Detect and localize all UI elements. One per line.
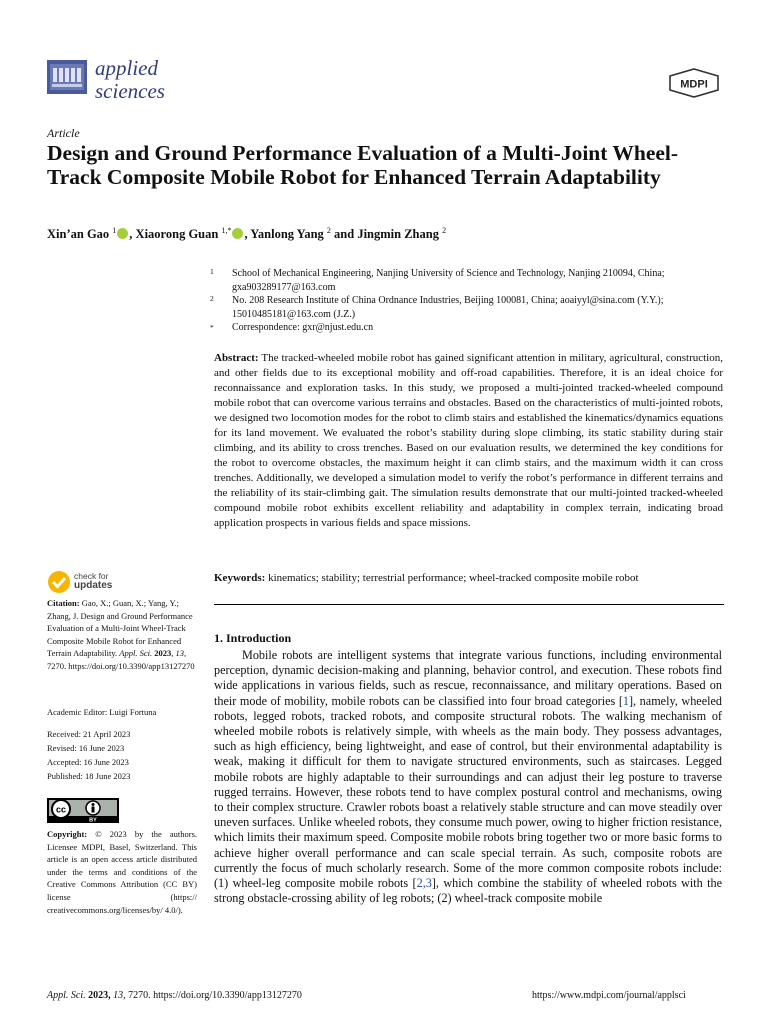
- date-accepted: Accepted: 16 June 2023: [47, 757, 129, 767]
- affiliation-text: No. 208 Research Institute of China Ordnance Industries, Beijing 100081, China; aoaiyyl@sina.com (Y.Y.); 15010485181@163.com (J.Z.): [232, 295, 664, 320]
- footer-citation: [47, 990, 302, 1001]
- section-heading: 1. Introduction: [214, 631, 292, 645]
- footer-doi[interactable]: 7270. https://doi.org/10.3390/app13127270: [128, 990, 302, 1001]
- mdpi-logo-text: MDPI: [680, 78, 708, 91]
- affiliation: [210, 294, 734, 321]
- body-text-part3: ], which combine the stability of wheeled robots with the strong obstacle-crossing ability of leg robots; (2) wheel-track composite mobile: [214, 876, 723, 906]
- keywords: [214, 571, 729, 586]
- author-affil: 1,*: [221, 226, 232, 235]
- copyright-label: Copyright:: [47, 829, 88, 839]
- author-name: Jingmin Zhang: [357, 227, 439, 242]
- citation-volume: 13,: [175, 648, 187, 659]
- check-updates-line1: check for: [74, 571, 109, 581]
- paper-title: Design and Ground Performance Evaluation of a Multi-Joint Wheel-Track Composite Mobile Robot for Enhanced Terrain Adaptability: [47, 141, 679, 189]
- check-for-updates-button[interactable]: [47, 570, 127, 594]
- body-paragraph: [214, 648, 722, 906]
- orcid-icon[interactable]: [117, 228, 128, 239]
- date-received: Received: 21 April 2023: [47, 729, 131, 739]
- affiliation: [210, 267, 734, 294]
- affiliation-number: 2: [210, 294, 214, 303]
- abstract-text: The tracked-wheeled mobile robot has gained significant attention in military, agricultural, construction, and other fields due to its exceptional mobility and off-road capabilities. Therefore, it is an ideal choice for reconnaissance and exploration tasks. In this study, we proposed a multi-jointed tracked-wheeled compound mobile robot that can overcome various terrains and obstacles. Based on the characteristics of multi-jointed robots, we designed two locomotion modes for the robot to climb stairs and established the kinematics/dynamics equations for its land movement. We evaluated the robot’s stability during slope climbing, its static stability during stair climbing, and its ability to cross trenches. Based on our evaluation results, we determined the key conditions for the robot to overcome obstacles, the maximum height it can climb stairs, and the maximum width it can cross trenches. Additionally, we developed a simulation model to verify the robot’s performance in different terrains and the reliability of its stair-climbing gait. The simulation results demonstrate that our multi-jointed tracked-wheeled compound mobile robot exhibits excellent reliability and adaptability in complex terrain, indicating broad application prospects in various fields and space missions.: [214, 352, 723, 529]
- citation-page: 7270.: [47, 660, 67, 671]
- check-updates-line2: updates: [74, 580, 113, 591]
- citation-link[interactable]: 1: [622, 693, 629, 708]
- copyright-block: [47, 828, 197, 916]
- footer-year: 2023,: [88, 990, 111, 1001]
- body-text-part2: ], namely, wheeled robots, legged robots, tracked robots, and composite structural robots. The walking mechanism of wheeled mobile robots is relatively simple, with wheels as the main body. They possess advantages, such as high efficiency, being lightweight, and ease of control, but their environmental adaptability is weak, making it difficult for them to navigate structured environments, such as staircases. Legged mobile robots are highly adaptable to their surroundings and can adjust their leg posture to traverse rugged terrains. However, these robots tend to have complex postural control and mechanisms, owing to their complex structure. Crawler robots boast a relatively stable structure and can move steadily over uneven surfaces. Unlike wheeled robots, they consume much power, owing to higher friction resistance, which limits their maximum speed. Composite mobile robots bring together two or more basic forms to achieve higher overall performance and can scale special terrain. As such, composite robots are currently the focus of much scholarly research. Some of the more common composite robots include: (1) wheel-leg composite mobile robots [: [214, 693, 722, 891]
- cc-by-icon: [47, 798, 119, 823]
- author-affil: 2: [442, 226, 447, 235]
- academic-editor: Academic Editor: Luigi Fortuna: [47, 707, 157, 717]
- body-text-part1: Mobile robots are intelligent systems that integrate various functions, including environmental perception, dynamic decision-making and planning, behavior control, and execution. These robots find wide applications in various fields, such as rescue, reconnaissance, and military operations. Based on their mode of mobility, mobile robots can be classified into four broad categories [: [214, 648, 722, 708]
- correspondence: [210, 321, 734, 335]
- citation-text: Gao, X.; Guan, X.; Yang, Y.; Zhang, J. Design and Ground Performance Evaluation of a Multi-Joint Wheel-Track Composite Mobile Robot for Enhanced Terrain Adaptability.: [47, 598, 193, 659]
- affiliation-number: 1: [210, 267, 214, 276]
- orcid-icon[interactable]: [232, 228, 243, 239]
- author-name: Xiaorong Guan: [135, 227, 219, 242]
- correspondence-mark: *: [210, 323, 214, 332]
- svg-text:cc: cc: [55, 804, 67, 815]
- date-published: Published: 18 June 2023: [47, 771, 131, 781]
- citation-year: 2023: [154, 648, 172, 659]
- abstract: [214, 351, 723, 531]
- citation-journal: Appl. Sci.: [119, 648, 153, 659]
- journal-name-line1: applied: [95, 56, 158, 80]
- date-revised: Revised: 16 June 2023: [47, 743, 125, 753]
- citation-label: Citation:: [47, 598, 80, 608]
- mdpi-logo-icon: [668, 68, 720, 98]
- journal-name: [95, 57, 165, 103]
- correspondence-text: Correspondence: gxr@njust.edu.cn: [232, 322, 374, 333]
- abstract-label: Abstract:: [214, 352, 259, 364]
- affiliation-text: School of Mechanical Engineering, Nanjing University of Science and Technology, Nanjing 210094, China; gxa903289177@163.com: [232, 268, 665, 293]
- keywords-text: kinematics; stability; terrestrial performance; wheel-tracked composite mobile robot: [268, 572, 639, 584]
- author-name: Xin’an Gao: [47, 227, 110, 242]
- author-name: Yanlong Yang: [250, 227, 324, 242]
- footer-journal: Appl. Sci.: [47, 990, 86, 1001]
- article-type: Article: [47, 126, 80, 140]
- author-affil: 2: [326, 226, 331, 235]
- journal-logo-icon: [47, 60, 87, 94]
- footer-volume: 13,: [113, 990, 126, 1001]
- divider: [214, 604, 724, 605]
- check-updates-icon: [47, 570, 71, 594]
- journal-name-line2: sciences: [95, 79, 165, 103]
- citation-block: Citation: Gao, X.; Guan, X.; Yang, Y.; Zhang, J. Design and Ground Performance Evaluation of a Multi-Joint Wheel-Track Composite Mobile Robot for Enhanced Terrain Adaptability. Appl. Sci. 2023, 13, 7270. https://doi.org/10.3390/app13127270: [47, 598, 195, 671]
- keywords-label: Keywords:: [214, 572, 266, 584]
- cc-by-license-badge[interactable]: [47, 798, 119, 823]
- footer-journal-url[interactable]: https://www.mdpi.com/journal/applsci: [532, 990, 686, 1001]
- author-list: Xin’an Gao $^1$ , Xiaorong Guan $^{1,*}$ , Yanlong Yang $^2$ and Jingmin Zhang $^2$: [47, 226, 447, 242]
- cc-by-label: BY: [89, 817, 97, 823]
- citation-doi[interactable]: https://doi.org/10.3390/app13127270: [68, 660, 195, 671]
- citation-link[interactable]: 2,3: [416, 876, 432, 891]
- copyright-text: © 2023 by the authors. Licensee MDPI, Basel, Switzerland. This article is an open access article distributed under the terms and conditions of the Creative Commons Attribution (CC BY) license (https:// creativecommons.org/licenses/by/ 4.0/).: [47, 829, 197, 915]
- author-affil: 1: [112, 226, 117, 235]
